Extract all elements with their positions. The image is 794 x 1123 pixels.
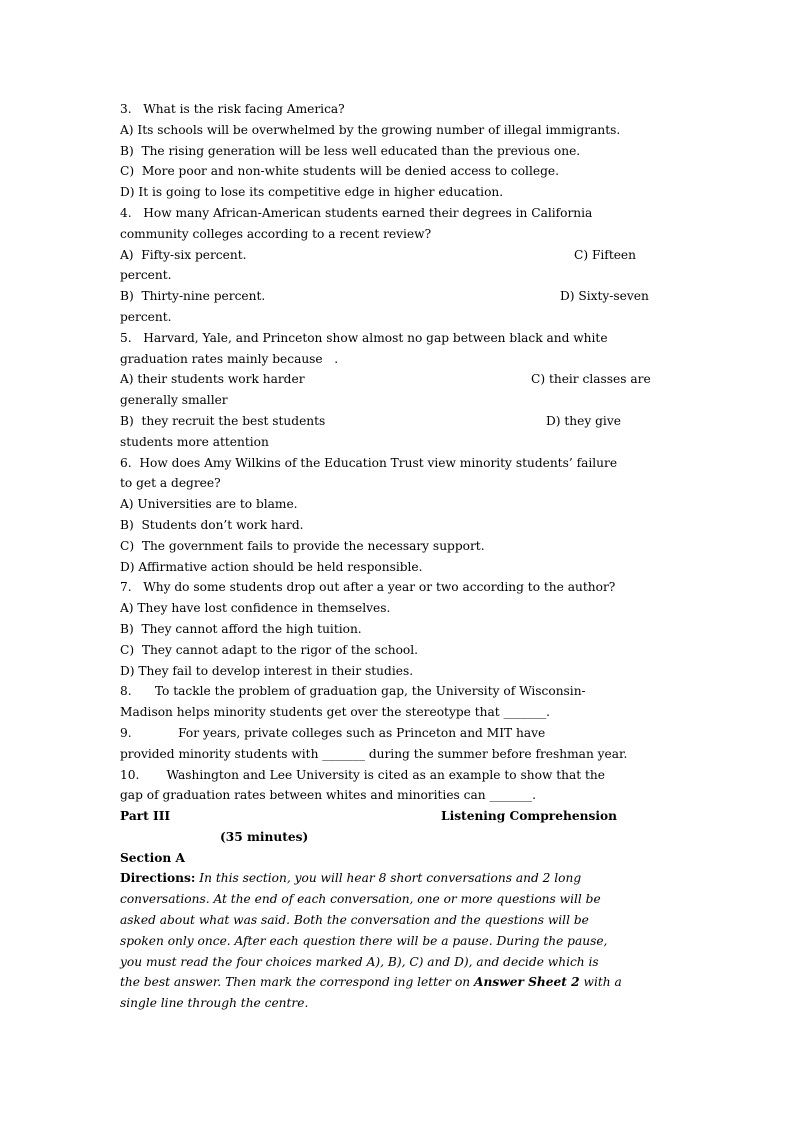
question-9-line-1: 9. For years, private colleges such as Princeton and MIT have bbox=[120, 725, 546, 740]
directions-line-6 bbox=[120, 972, 676, 993]
question-4-option-d-cont: percent. bbox=[120, 309, 172, 324]
question-7-option-d: D) They fail to develop interest in their studies. bbox=[120, 663, 414, 678]
section-a-heading: Section A bbox=[120, 850, 185, 865]
question-4-option-b: B) Thirty-nine percent. bbox=[120, 289, 266, 304]
question-10-line-1: 10. Washington and Lee University is cited as an example to show that the bbox=[120, 767, 605, 782]
question-5-options-row-2 bbox=[120, 411, 676, 432]
question-5-option-b: B) they recruit the best students bbox=[120, 413, 326, 428]
question-3-option-c: C) More poor and non-white students will be denied access to college. bbox=[120, 164, 559, 179]
question-4-option-a: A) Fifty-six percent. bbox=[120, 247, 247, 262]
directions-line-7: single line through the centre. bbox=[120, 996, 309, 1011]
question-8-line-2: Madison helps minority students get over the stereotype that _______. bbox=[120, 705, 551, 720]
question-7-option-a: A) They have lost confidence in themselves. bbox=[120, 601, 391, 616]
question-4-options-row-2 bbox=[120, 286, 676, 307]
question-3-option-d: D) It is going to lose its competitive edge in higher education. bbox=[120, 185, 504, 200]
question-5-option-d: D) they give bbox=[546, 413, 621, 428]
answer-sheet-label: Answer Sheet 2 bbox=[474, 975, 580, 990]
question-4-stem-line-1: 4. How many African-American students earned their degrees in California bbox=[120, 205, 593, 220]
directions-line-4: spoken only once. After each question there will be a pause. During the pause, bbox=[120, 933, 608, 948]
part-3-title: Listening Comprehension bbox=[441, 809, 617, 824]
question-7-stem: 7. Why do some students drop out after a year or two according to the author? bbox=[120, 580, 616, 595]
question-4-option-d: D) Sixty-seven bbox=[560, 289, 649, 304]
question-4-option-c: C) Fifteen bbox=[574, 247, 636, 262]
question-5-stem-line-1: 5. Harvard, Yale, and Princeton show almost no gap between black and white bbox=[120, 330, 608, 345]
exam-page bbox=[120, 99, 676, 1014]
question-6-option-d: D) Affirmative action should be held responsible. bbox=[120, 559, 423, 574]
question-5-options-row-1 bbox=[120, 369, 676, 390]
question-6-option-c: C) The government fails to provide the necessary support. bbox=[120, 538, 485, 553]
directions-line-3: asked about what was said. Both the conversation and the questions will be bbox=[120, 913, 589, 928]
directions-line-2: conversations. At the end of each conversation, one or more questions will be bbox=[120, 892, 601, 907]
question-7-option-c: C) They cannot adapt to the rigor of the school. bbox=[120, 642, 419, 657]
question-8-line-1: 8. To tackle the problem of graduation gap, the University of Wisconsin- bbox=[120, 684, 586, 699]
part-3-time: (35 minutes) bbox=[220, 829, 309, 844]
question-5-option-c-cont: generally smaller bbox=[120, 393, 228, 408]
question-5-option-c: C) their classes are bbox=[531, 372, 651, 387]
question-3-option-a: A) Its schools will be overwhelmed by the growing number of illegal immigrants. bbox=[120, 122, 621, 137]
question-3-option-b: B) The rising generation will be less well educated than the previous one. bbox=[120, 143, 581, 158]
question-5-option-a: A) their students work harder bbox=[120, 372, 305, 387]
question-9-line-2: provided minority students with _______ during the summer before freshman year. bbox=[120, 746, 628, 761]
directions-line-5: you must read the four choices marked A), B), C) and D), and decide which is bbox=[120, 954, 599, 969]
question-4-stem-line-2: community colleges according to a recent review? bbox=[120, 226, 432, 241]
part-3-label: Part III bbox=[120, 809, 171, 824]
question-5-stem-line-2: graduation rates mainly because . bbox=[120, 351, 339, 366]
question-6-option-a: A) Universities are to blame. bbox=[120, 497, 298, 512]
question-6-option-b: B) Students don’t work hard. bbox=[120, 517, 304, 532]
question-5-option-d-cont: students more attention bbox=[120, 434, 269, 449]
directions-label: Directions: bbox=[120, 871, 196, 886]
question-10-line-2: gap of graduation rates between whites and minorities can _______. bbox=[120, 788, 537, 803]
question-3-stem: 3. What is the risk facing America? bbox=[120, 102, 345, 116]
question-6-stem-line-1: 6. How does Amy Wilkins of the Education Trust view minority students’ failure bbox=[120, 455, 618, 470]
question-4-options-row-1 bbox=[120, 245, 676, 266]
question-6-stem-line-2: to get a degree? bbox=[120, 476, 221, 491]
part-3-heading bbox=[120, 806, 676, 827]
directions-line-1 bbox=[120, 868, 676, 889]
directions-text-6-post: with a bbox=[579, 975, 622, 990]
question-7-option-b: B) They cannot afford the high tuition. bbox=[120, 621, 362, 636]
directions-text-1: In this section, you will hear 8 short conversations and 2 long bbox=[199, 871, 582, 886]
directions-text-6-pre: the best answer. Then mark the correspond ing letter on bbox=[120, 975, 475, 990]
question-4-option-c-cont: percent. bbox=[120, 268, 172, 283]
